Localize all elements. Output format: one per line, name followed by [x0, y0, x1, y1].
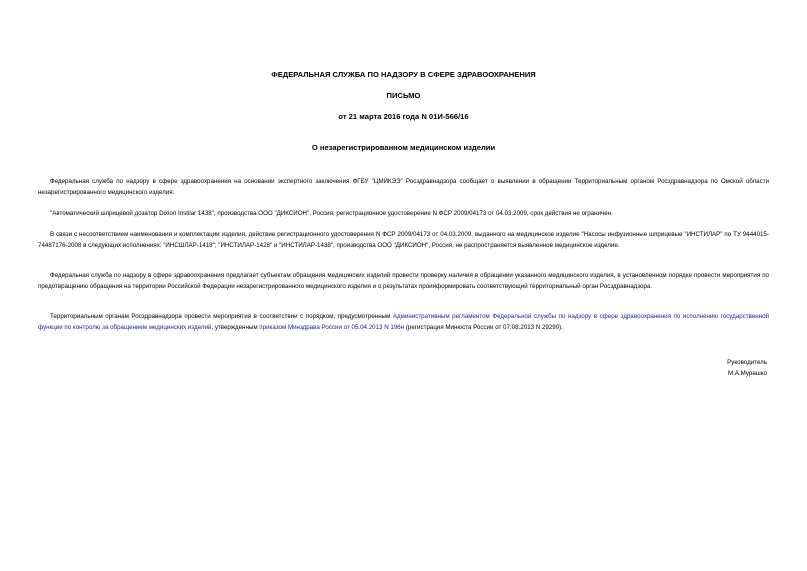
paragraph-proposal: Федеральная служба по надзору в сфере здравоохранения предлагает субъектам обращения медицинских изделий провести проверку наличия в обращении указанного медицинского изделия, в установленном порядке провести мероприятия по предотвращению обращения на территории Российской Федерации незарегистрированного медицинского изделия и о результатах проинформировать соответствующий территориальный орган Росздравнадзора.	[38, 272, 769, 291]
paragraph-text-after: (регистрация Минюста России от 07.08.2013 N 29290).	[404, 324, 563, 332]
signature-name: М.А.Мурашко	[727, 370, 767, 377]
agency-title: ФЕДЕРАЛЬНАЯ СЛУЖБА ПО НАДЗОРУ В СФЕРЕ ЗДРАВООХРАНЕНИЯ	[271, 70, 536, 79]
signature-position: Руководитель	[727, 359, 767, 366]
paragraph-mismatch: В связи с несоответствием наименования и комплектации изделия, действие регистрационного удостоверения N ФСР 2009/04173 от 04.03.2009, выданного на медицинское изделие "Насосы инфузионные шприцевые "ИНСТИЛАР" по ТУ 9444015-74487176-2008 в следующих исполнениях: "ИНСШЛАР-1418"; "ИНСТИЛАР-1428" и "ИНСТИЛАР-1438", производства ООО "ДИКСИОН", Россия, не распространяется выявленное медицинское изделие.	[38, 231, 769, 250]
document-type: ПИСЬМО	[386, 91, 421, 100]
paragraph-text-before: Территориальным органам Росздравнадзора провести мероприятия в соответствии с порядком, предусмотренным	[50, 313, 393, 321]
paragraph-text-middle: , утвержденным	[211, 324, 260, 332]
paragraph-detection: Федеральная служба по надзору в сфере здравоохранения на основании экспертного заключения ФГБУ "ЦМИКЭЭ" Росздравнадзора сообщает о выявлении в обращении Территориальным органом Росздравнадзора по Омской области незарегистрированного медицинского изделия:	[38, 178, 769, 197]
paragraph-device: "Автоматический шприцевой дозатор Dixion Instilar 1438", производства ООО "ДИКСИОН", Россия, регистрационное удостоверение N ФСР 2009/04173 от 04.03.2009, срок действия не ограничен.	[50, 210, 613, 218]
order-link[interactable]: приказом Минздрава России от 05.04.2013 N 196н	[259, 324, 405, 332]
document-date-number: от 21 марта 2016 года N 01И-566/16	[338, 112, 469, 121]
paragraph-territorial-bodies	[38, 311, 769, 333]
regulation-link[interactable]: Административным регламентом Федеральной службы по надзору в сфере здравоохранения по исполнению государственной функции по контролю за обращением медицинских изделий	[38, 313, 769, 332]
document-subject: О незарегистрированном медицинском изделии	[311, 143, 496, 152]
